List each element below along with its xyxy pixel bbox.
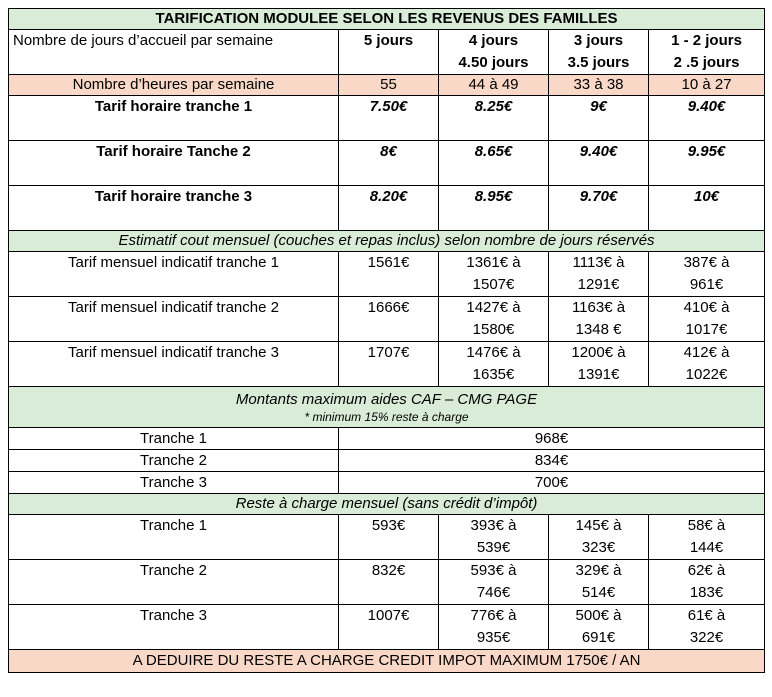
hourly-rate-cell: 9.40€: [649, 96, 765, 141]
remaining-cell: 593€: [339, 515, 439, 560]
remaining-row-label: Tranche 1: [9, 515, 339, 560]
table-row: [9, 605, 765, 650]
monthly-cell: 1113€ à 1291€: [549, 252, 649, 297]
monthly-cell: 410€ à 1017€: [649, 297, 765, 342]
table-row: [9, 252, 765, 297]
monthly-cell: 1476€ à 1635€: [439, 342, 549, 387]
aid-amount: 700€: [339, 472, 765, 494]
aid-section-note: * minimum 15% reste à charge: [304, 410, 469, 424]
hours-cell: 10 à 27: [649, 75, 765, 96]
monthly-cell: 1427€ à 1580€: [439, 297, 549, 342]
monthly-cell: 1163€ à 1348 €: [549, 297, 649, 342]
hourly-rate-cell: 10€: [649, 186, 765, 231]
remaining-row-label: Tranche 2: [9, 560, 339, 605]
monthly-cell: 1707€: [339, 342, 439, 387]
table-title: TARIFICATION MODULEE SELON LES REVENUS DES FAMILLES: [9, 9, 765, 30]
hourly-rate-cell: 8€: [339, 141, 439, 186]
remaining-row-label: Tranche 3: [9, 605, 339, 650]
remaining-cell: 58€ à 144€: [649, 515, 765, 560]
remaining-cell: 593€ à 746€: [439, 560, 549, 605]
aid-row-label: Tranche 3: [9, 472, 339, 494]
monthly-cell: 1361€ à 1507€: [439, 252, 549, 297]
tax-credit-footer: A DEDUIRE DU RESTE A CHARGE CREDIT IMPOT MAXIMUM 1750€ / AN: [9, 650, 765, 673]
remaining-cell: 500€ à 691€: [549, 605, 649, 650]
remaining-section-title: Reste à charge mensuel (sans crédit d’impôt): [9, 494, 765, 515]
aid-amount: 834€: [339, 450, 765, 472]
hourly-rate-cell: 9.95€: [649, 141, 765, 186]
hourly-rate-cell: 8.95€: [439, 186, 549, 231]
col-header-3-days: 3 jours 3.5 jours: [549, 30, 649, 75]
hourly-rate-label: Tarif horaire Tanche 2: [9, 141, 339, 186]
table-row: [9, 297, 765, 342]
hourly-rate-cell: 7.50€: [339, 96, 439, 141]
aid-section-title: Montants maximum aides CAF – CMG PAGE: [235, 391, 538, 408]
aid-row-label: Tranche 1: [9, 428, 339, 450]
days-per-week-label: Nombre de jours d’accueil par semaine: [9, 30, 339, 75]
remaining-cell: 329€ à 514€: [549, 560, 649, 605]
remaining-cell: 62€ à 183€: [649, 560, 765, 605]
hourly-rate-cell: 8.65€: [439, 141, 549, 186]
hourly-rate-cell: 9€: [549, 96, 649, 141]
table-row: [9, 428, 765, 450]
col-header-1-2-days: 1 - 2 jours 2 .5 jours: [649, 30, 765, 75]
pricing-table: [8, 8, 765, 673]
monthly-cell: 412€ à 1022€: [649, 342, 765, 387]
hourly-rate-cell: 9.70€: [549, 186, 649, 231]
table-row: [9, 472, 765, 494]
monthly-cell: 1666€: [339, 297, 439, 342]
hours-cell: 55: [339, 75, 439, 96]
monthly-row-label: Tarif mensuel indicatif tranche 1: [9, 252, 339, 297]
hours-cell: 44 à 49: [439, 75, 549, 96]
table-row: [9, 515, 765, 560]
aid-amount: 968€: [339, 428, 765, 450]
remaining-cell: 832€: [339, 560, 439, 605]
aid-section-header: [9, 387, 765, 428]
monthly-cell: 387€ à 961€: [649, 252, 765, 297]
table-row: [9, 96, 765, 141]
hourly-rate-cell: 8.25€: [439, 96, 549, 141]
remaining-cell: 61€ à 322€: [649, 605, 765, 650]
table-row: [9, 186, 765, 231]
hourly-rate-cell: 9.40€: [549, 141, 649, 186]
remaining-cell: 776€ à 935€: [439, 605, 549, 650]
hours-per-week-label: Nombre d’heures par semaine: [9, 75, 339, 96]
monthly-section-title: Estimatif cout mensuel (couches et repas inclus) selon nombre de jours réservés: [9, 231, 765, 252]
hourly-rate-label: Tarif horaire tranche 1: [9, 96, 339, 141]
remaining-cell: 145€ à 323€: [549, 515, 649, 560]
hourly-rate-label: Tarif horaire tranche 3: [9, 186, 339, 231]
hours-cell: 33 à 38: [549, 75, 649, 96]
aid-row-label: Tranche 2: [9, 450, 339, 472]
monthly-row-label: Tarif mensuel indicatif tranche 2: [9, 297, 339, 342]
monthly-cell: 1200€ à 1391€: [549, 342, 649, 387]
monthly-cell: 1561€: [339, 252, 439, 297]
table-row: [9, 342, 765, 387]
table-row: [9, 450, 765, 472]
monthly-row-label: Tarif mensuel indicatif tranche 3: [9, 342, 339, 387]
remaining-cell: 1007€: [339, 605, 439, 650]
col-header-5-days: 5 jours: [339, 30, 439, 75]
table-row: [9, 141, 765, 186]
col-header-4-days: 4 jours 4.50 jours: [439, 30, 549, 75]
hourly-rate-cell: 8.20€: [339, 186, 439, 231]
remaining-cell: 393€ à 539€: [439, 515, 549, 560]
table-row: [9, 560, 765, 605]
